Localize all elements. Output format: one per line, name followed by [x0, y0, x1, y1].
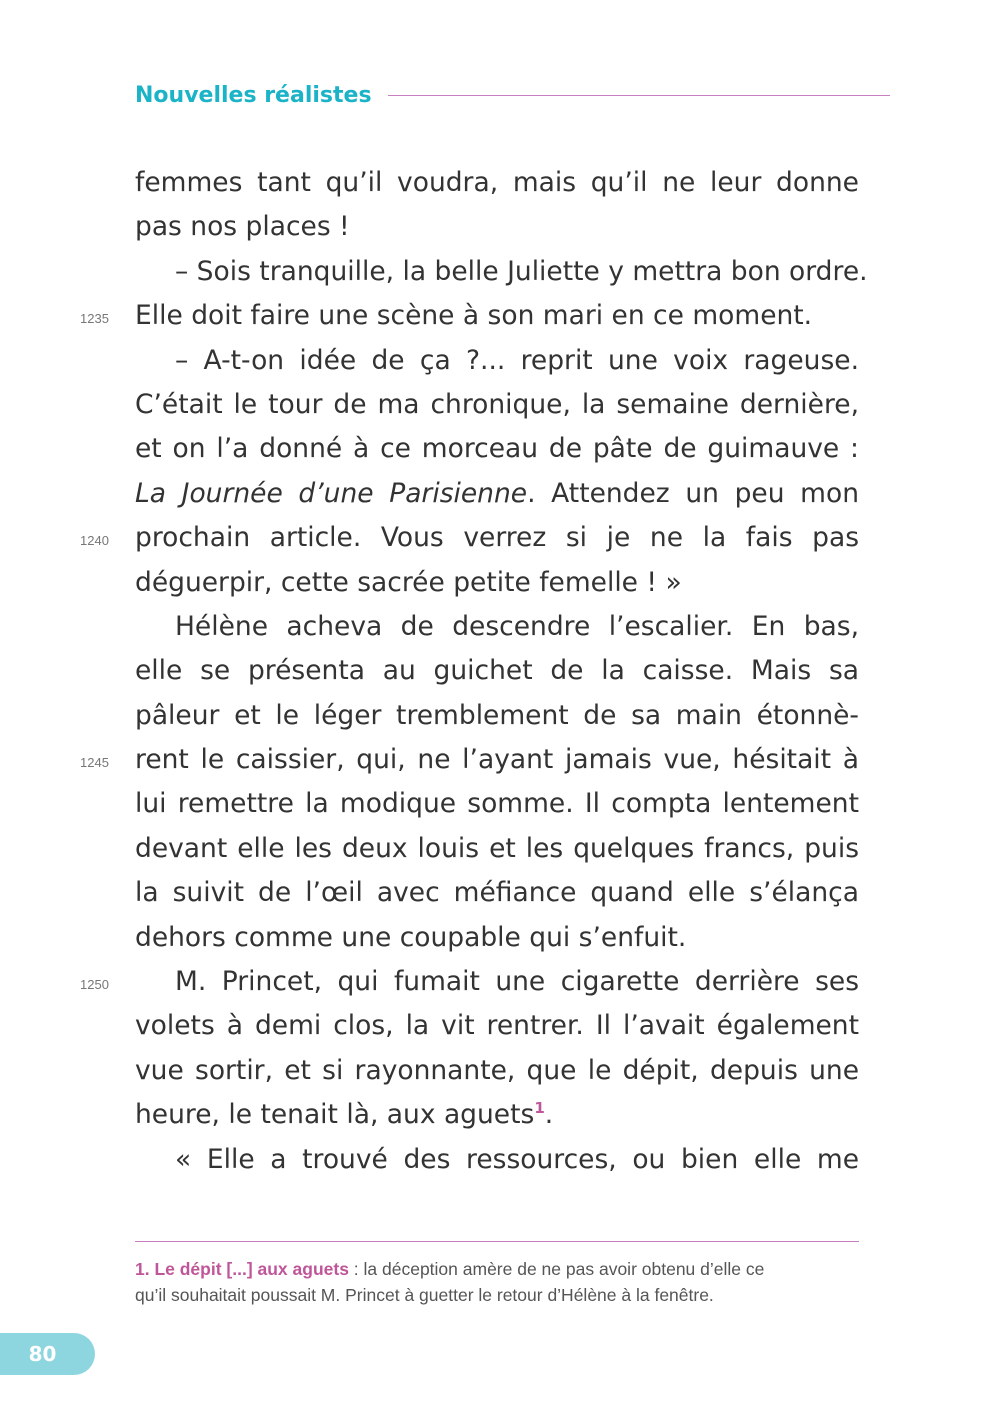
body-text [135, 161, 868, 1182]
text-line: Elle doit faire une scène à son mari en ce moment. [135, 300, 813, 332]
text-line: rent le caissier, qui, ne l’ayant jamais vue, hésitait à [135, 744, 859, 776]
footnote-line [135, 1256, 859, 1282]
footnote [135, 1256, 859, 1308]
text-line: femmes tant qu’il voudra, mais qu’il ne leur donne [135, 167, 859, 198]
text-line: vue sortir, et si rayonnante, que le dépit, depuis une [135, 1054, 859, 1086]
text-line: Hélène acheva de descendre l’escalier. En bas, [175, 610, 859, 642]
text-fragment: . [544, 1099, 554, 1131]
text-line: prochain article. Vous verrez si je ne la fais pas [135, 522, 859, 554]
footnote-label: 1. Le dépit [...] aux aguets [135, 1259, 349, 1279]
line-number: 1240 [80, 533, 109, 548]
header-rule [388, 95, 890, 96]
text-line: C’était le tour de ma chronique, la semaine dernière, [135, 388, 859, 420]
line-number: 1245 [80, 755, 109, 770]
running-header-title: Nouvelles réalistes [135, 82, 372, 108]
line-number: 1235 [80, 311, 109, 326]
running-header [135, 80, 890, 110]
text-line: – Sois tranquille, la belle Juliette y mettra bon ordre. [175, 255, 868, 287]
footnote-reference[interactable]: 1 [534, 1099, 545, 1118]
text-line: déguerpir, cette sacrée petite femelle ! » [135, 566, 682, 598]
line-number: 1250 [80, 977, 109, 992]
footnote-text: : la déception amère de ne pas avoir obtenu d’elle ce [348, 1259, 765, 1279]
footnote-rule [135, 1241, 859, 1242]
text-line: volets à demi clos, la vit rentrer. Il l’avait également [135, 1010, 859, 1042]
book-title: La Journée d’une Parisienne [135, 477, 528, 509]
text-line: « Elle a trouvé des ressources, ou bien elle me [175, 1143, 859, 1175]
text-line [135, 1093, 859, 1137]
text-line: lui remettre la modique somme. Il compta lentement [135, 788, 859, 820]
text-line: la suivit de l’œil avec méfiance quand elle s’élança [135, 877, 859, 909]
text-line: pâleur et le léger tremblement de sa main étonnè- [135, 699, 859, 731]
footnote-line: qu’il souhaitait poussait M. Princet à guetter le retour d’Hélène à la fenêtre. [135, 1285, 714, 1305]
text-line: M. Princet, qui fumait une cigarette derrière ses [175, 966, 859, 998]
page-number-tab [0, 1333, 95, 1375]
text-line: elle se présenta au guichet de la caisse. Mais sa [135, 655, 859, 687]
page-number: 80 [28, 1342, 57, 1366]
text-line: dehors comme une coupable qui s’enfuit. [135, 921, 687, 953]
text-line: et on l’a donné à ce morceau de pâte de guimauve : [135, 433, 859, 465]
text-fragment: . Attendez un peu mon [527, 477, 859, 509]
text-line: pas nos places ! [135, 211, 350, 243]
text-line [135, 472, 859, 516]
text-line: – A-t-on idée de ça ?... reprit une voix rageuse. [175, 344, 859, 376]
text-line: devant elle les deux louis et les quelques francs, puis [135, 832, 859, 864]
text-fragment: heure, le tenait là, aux aguets [135, 1099, 535, 1131]
